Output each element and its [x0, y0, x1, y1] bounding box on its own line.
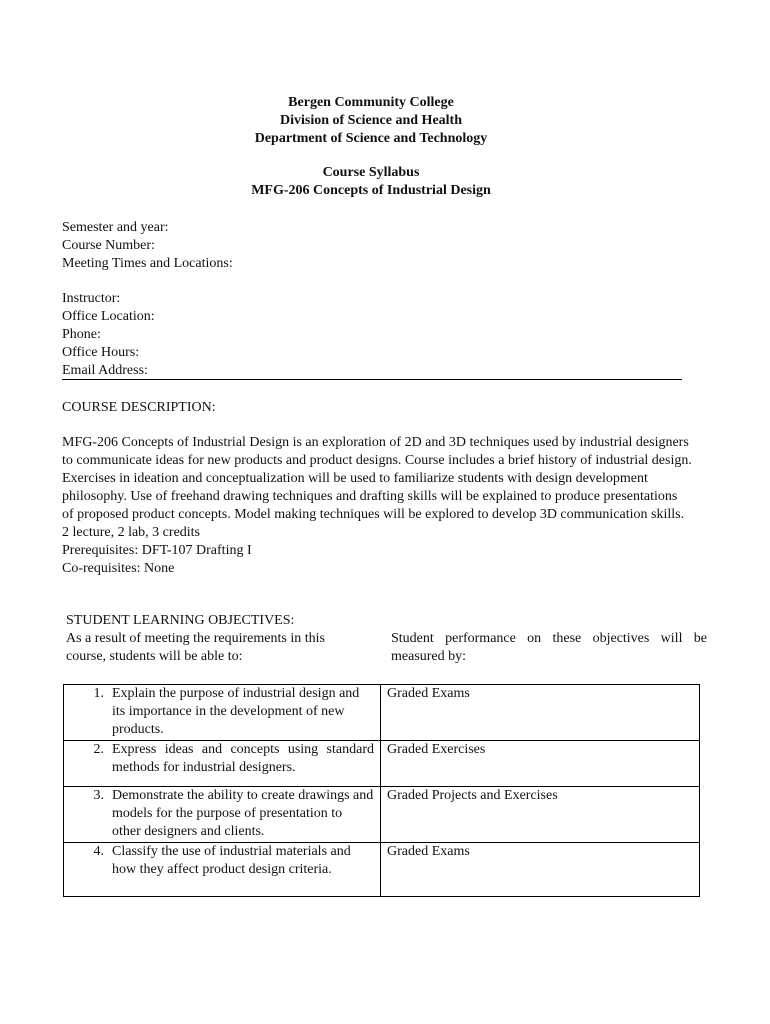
college-name: Bergen Community College — [288, 95, 454, 110]
instructor-label: Instructor: — [62, 291, 121, 306]
objective-measure: Graded Projects and Exercises — [381, 787, 700, 843]
table-row — [64, 685, 700, 741]
division-name: Division of Science and Health — [279, 113, 462, 128]
course-description-heading: COURSE DESCRIPTION: — [62, 400, 216, 415]
document-title: Course Syllabus — [322, 165, 420, 180]
objective-text: Classify the use of industrial materials and how they affect product design criteria. — [112, 844, 351, 877]
description-body: MFG-206 Concepts of Industrial Design is an exploration of 2D and 3D techniques used by industrial designers to communicate ideas for new products and product designs. Course includes a brief history of industrial design. Exercises in ideation and conceptualization will be used to familiarize students with design development philosophy. Use of freehand drawing techniques and drafting skills will be explained to produce presentations of proposed product concepts. Model making techniques will be explored to develop 3D communication skills. — [62, 435, 692, 522]
objectives-left-intro: As a result of meeting the requirements in this course, students will be able to: — [66, 631, 325, 664]
objective-number: 2. — [93, 742, 104, 757]
objective-text: Demonstrate the ability to create drawings and models for the purpose of presentation to other designers and clients. — [112, 788, 374, 839]
objective-number: 1. — [93, 686, 104, 701]
objective-text: Express ideas and concepts using standard methods for industrial designers. — [112, 742, 374, 775]
document-header — [0, 94, 742, 200]
objective-text: Explain the purpose of industrial design and its importance in the development of new products. — [112, 686, 360, 737]
phone-label: Phone: — [62, 327, 101, 342]
credits-line: 2 lecture, 2 lab, 3 credits — [62, 525, 201, 540]
section-divider — [62, 379, 682, 380]
objective-number: 4. — [93, 844, 104, 859]
prerequisites-line: Prerequisites: DFT-107 Drafting I — [62, 543, 252, 558]
table-row — [64, 843, 700, 897]
objectives-right-intro: Student performance on these objectives will be measured by: — [391, 631, 707, 664]
objective-measure: Graded Exams — [381, 843, 700, 897]
course-title: MFG-206 Concepts of Industrial Design — [251, 183, 491, 198]
email-label: Email Address: — [62, 363, 148, 378]
objective-number: 3. — [93, 788, 104, 803]
objectives-table — [63, 684, 700, 897]
course-description — [62, 434, 692, 578]
course-number-label: Course Number: — [62, 238, 155, 253]
table-row — [64, 741, 700, 787]
meeting-label: Meeting Times and Locations: — [62, 256, 233, 271]
corequisites-line: Co-requisites: None — [62, 561, 175, 576]
objective-measure: Graded Exercises — [381, 741, 700, 787]
table-row — [64, 787, 700, 843]
objective-measure: Graded Exams — [381, 685, 700, 741]
department-name: Department of Science and Technology — [254, 131, 488, 146]
semester-label: Semester and year: — [62, 220, 169, 235]
instructor-info — [62, 290, 155, 380]
office-location-label: Office Location: — [62, 309, 155, 324]
objectives-heading: STUDENT LEARNING OBJECTIVES: — [66, 613, 295, 628]
course-info — [62, 219, 233, 273]
office-hours-label: Office Hours: — [62, 345, 140, 360]
